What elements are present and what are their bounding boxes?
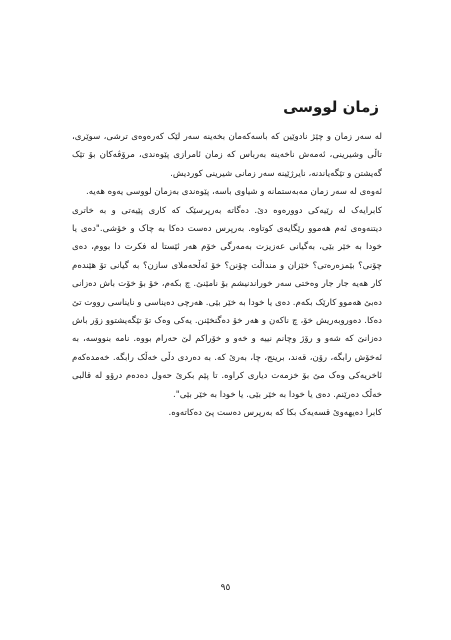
paragraph: ئەوەی لە سەر زمان مەبەستمانە و شیاوی باسە، پێوەندی بەزمان لووسی یەوە هەیە. bbox=[86, 187, 382, 198]
body-text bbox=[72, 128, 382, 423]
page-title: زمان لووسی bbox=[283, 98, 379, 116]
paragraph: کابرا دەیهەوێ قسەیەک بکا کە بەرپرس دەست پێ دەکاتەوە. bbox=[168, 408, 382, 419]
paragraph: کابرایەک لە رێیەکی دوورەوە دێ. دەگاتە بەرپرسێک کە کاری پێیەتی و بە خاتری دیتنەوەی ئەم هەموو رێگایەی کوتاوە. بەرپرس دەست دەکا بە چاک و خۆشی."دەی یا خودا بە خێر بێی، بەگیانی عەزیزت بەمەرگی خۆم هەر ئێستا لە فکرت دا بووم، دەی چۆنی؟ بێمزەرەتی؟ خێزان و منداڵت چۆنن؟ خۆ ئەڵحەملای سازن؟ بە گیانی تۆ هێندەم کار هەیە جار جار وەختی سەر خوراندنیشم بۆ نامێنێ. چ بکەم، خۆ بۆ خۆت باش دەزانی دەبێ هەموو کارێک بکەم. دەی یا خودا بە خێر بێی. هەرچی دەیناسی و نایناسی رووت تێ دەکا. دەوروبەریش خۆ، چ ناکەن و هەر خۆ دەگنخێنن. یەکی وەک تۆ تێگەیشتوو زۆر باش دەزانێ کە شەو و رۆژ وچانم نییە و خەو و خۆراکم لێ حەرام بووە. نامە بنووسە، بە ئەخۆش رابگە، رۆن، قەند، برینج، چا، بەرێ کە. بە دەردی دڵی خەڵک رابگە. خەمدەکەم ئاخریەکی وەک مێ بۆ خزمەت دیاری کراوە. تا پێم بکرێ حەول دەدەم درۆو لە قالبی خەڵک دەرێنم. دەی یا خودا بە خێر بێی. یا خودا بە خێر بێی". bbox=[72, 205, 382, 400]
paragraph: لە سەر زمان و چێژ نادوێین کە باسەکەمان بخەینە سەر لێک کەرەوەی ترشی، سوێری، تاڵی وشیرینی، ئەمەش ناخەینە بەرباس کە زمان ئامرازی پێوەندی، مرۆڤەکان بۆ تێک گەیشتن و تێگەیاندنە، نایرژێینە سەر زمانی شیرینی کوردیش. bbox=[72, 132, 382, 179]
page-number: ٩٥ bbox=[220, 583, 231, 593]
